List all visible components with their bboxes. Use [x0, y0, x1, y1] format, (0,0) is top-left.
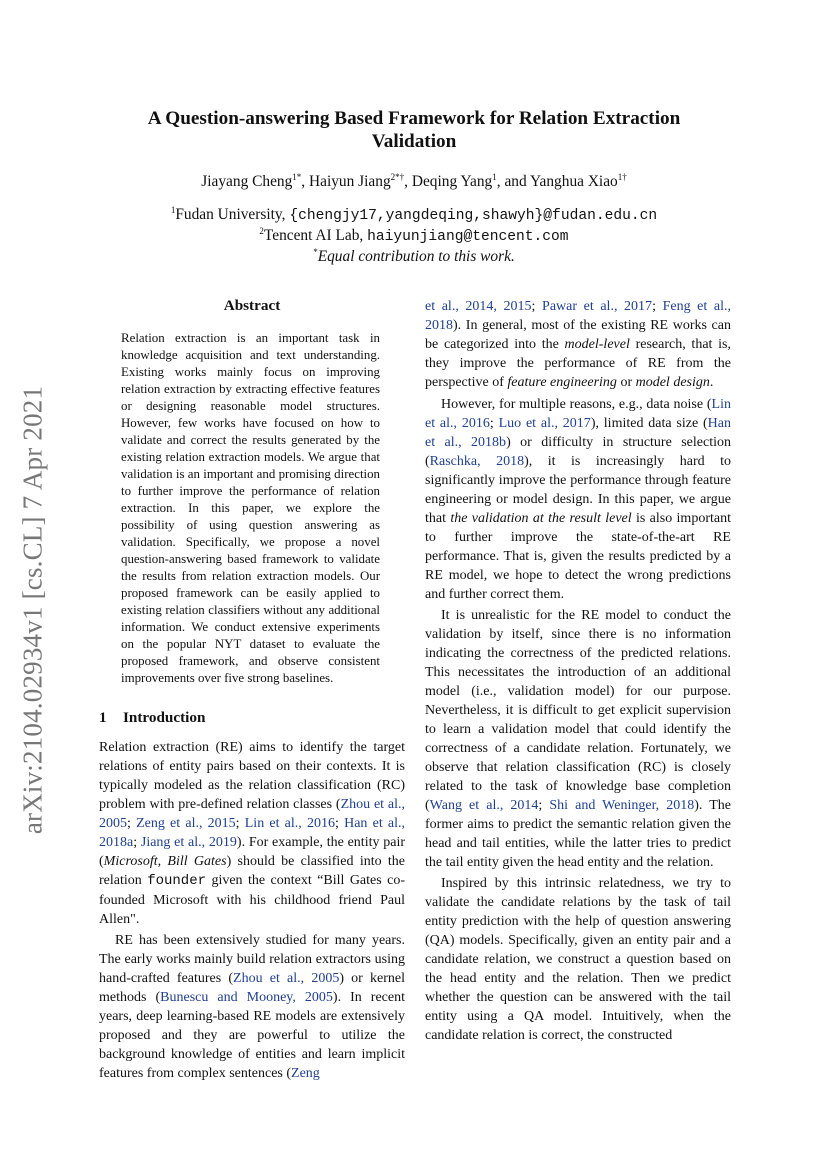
author-name: Yanghua Xiao: [529, 173, 618, 190]
arxiv-id-label: arXiv:2104.02934v1 [cs.CL] 7 Apr 2021: [17, 385, 48, 835]
arxiv-sidebar: [8, 375, 58, 845]
text-run: ). In general, most of the existing RE works can be categorized into the: [425, 318, 731, 352]
citation-link[interactable]: Zhou et al., 2005: [233, 971, 340, 986]
text-run: ;: [133, 835, 141, 850]
text-run: research, that is, they improve the performance of RE from the perspective of: [425, 337, 731, 390]
emphasis: model design: [635, 375, 710, 390]
citation-link[interactable]: Han et al., 2018a: [99, 816, 406, 850]
citation-link[interactable]: Jiang et al., 2019: [140, 835, 237, 850]
section-title: Introduction: [123, 709, 206, 726]
affiliation-email[interactable]: haiyunjiang@tencent.com: [367, 229, 569, 246]
text-run: ;: [489, 416, 499, 431]
intro-paragraph-3: [425, 395, 731, 604]
citation-link[interactable]: et al., 2014, 2015: [425, 299, 532, 314]
author-separator: ,: [404, 173, 412, 190]
text-run: or: [616, 375, 636, 390]
author-separator: ,: [301, 173, 309, 190]
left-column-body: [99, 738, 405, 1083]
text-run: ), it is increasingly hard to significantly improve the performance through feature engineering or model design. In this paper, we argue that: [425, 454, 731, 526]
emphasis: the validation at the result level: [450, 511, 632, 526]
citation-link[interactable]: Shi and Weninger, 2018: [549, 798, 695, 813]
text-run: .: [709, 375, 714, 390]
right-column-body: [425, 297, 731, 1045]
note-mark: *: [313, 247, 318, 258]
affiliation-mark: 1: [170, 204, 176, 215]
text-run: ). In recent years, deep learning-based RE models are extensively proposed and they are powerful to utilize the background knowledge of entities and learn implicit features from complex sentences (: [99, 990, 405, 1081]
text-run: ), limited data size (: [590, 416, 708, 431]
intro-paragraph-1: [99, 738, 405, 929]
intro-paragraph-5: [425, 874, 731, 1045]
text-run: ). For example, the entity pair (: [99, 835, 405, 869]
text-run: ;: [127, 816, 137, 831]
affiliation-2: [70, 226, 758, 247]
citation-link[interactable]: Zhou et al., 2005: [99, 797, 405, 831]
text-run: ;: [538, 798, 550, 813]
author-list: [70, 172, 758, 191]
text-run: ). The former aims to predict the semantic relation given the head and tail entities, while the latter tries to predict the tail entity given the head entity and the relation.: [425, 798, 731, 870]
citation-link[interactable]: Zeng et al., 2015: [136, 816, 236, 831]
text-run: ) or difficulty in structure selection (: [425, 435, 731, 469]
author-name: Haiyun Jiang: [309, 173, 391, 190]
author-mark: 1†: [617, 171, 627, 182]
text-run: given the context “Bill Gates co-founded Microsoft with his childhood friend Paul Allen".: [99, 873, 406, 927]
title-line-1: A Question-answering Based Framework for Relation Extraction: [147, 108, 681, 129]
affiliation-name: Fudan University,: [175, 206, 290, 223]
affiliations: [70, 205, 758, 267]
emphasis: model-level: [564, 337, 630, 352]
text-run: Inspired by this intrinsic relatedness, we try to validate the candidate relations by the task of tail entity prediction with the help of question answering (QA) models. Specifically, given an entity pair and a candidate relation, we construct a question based on the head entity and the relation. Then we predict whether the question can be answered with the tail entity using a QA model. Intuitively, when the candidate relation is correct, the constructed: [425, 876, 731, 1043]
intro-paragraph-4: [425, 606, 731, 872]
text-run: Relation extraction (RE) aims to identify the target relations of entity pairs based on their contexts. It is typically modeled as the relation classification (RC) problem with pre-defined relation classes (: [99, 740, 405, 812]
text-run: ;: [531, 299, 543, 314]
author-mark: 1*: [292, 171, 302, 182]
emphasis: feature engineering: [507, 375, 617, 390]
author-name: Deqing Yang: [411, 173, 493, 190]
equal-contribution-note: [70, 247, 758, 266]
text-run: It is unrealistic for the RE model to conduct the validation by itself, since there is no information indicating the correctness of the predicted relations. This necessitates the introduction of an additional model (i.e., validation model) for our purpose. Nevertheless, it is difficult to get explicit supervision to learn a validation model that could identify the correctness of a candidate relation. Fortunately, we observe that relation classification (RC) is closely related to the task of knowledge base completion (: [425, 608, 731, 813]
text-run: ;: [335, 816, 345, 831]
text-run: ;: [652, 299, 663, 314]
title-line-2: Validation: [371, 131, 457, 152]
citation-link[interactable]: Pawar et al., 2017: [542, 299, 653, 314]
note-text: Equal contribution to this work.: [317, 248, 515, 266]
intro-paragraph-2: [99, 931, 405, 1083]
citation-link[interactable]: Feng et al., 2018: [425, 299, 731, 333]
citation-link[interactable]: Lin et al., 2016: [425, 397, 731, 431]
text-run: is also important to further improve the state-of-the-art RE performance. That is, given the results predicted by a RE model, we hope to detect the wrong predictions and further correct them.: [425, 511, 731, 602]
text-run: RE has been extensively studied for many years. The early works mainly build relation extractors using hand-crafted features (: [99, 933, 405, 986]
citation-link[interactable]: Han et al., 2018b: [425, 416, 731, 450]
abstract-text: Relation extraction is an important task in knowledge acquisition and text understanding. Existing works mainly focus on improving relation extraction by extracting effective features or designing reasonable model structures. However, few works have focused on how to validate and correct the results generated by the existing relation extraction models. We argue that validation is an important and promising direction to further improve the performance of relation extraction. In this paper, we explore the possibility of using question answering as validation. Specifically, we propose a novel question-answering based framework to validate the results from relation extraction models. Our proposed framework can be easily applied to existing relation classifiers without any additional information. We conduct extensive experiments on the popular NYT dataset to evaluate the proposed framework, and observe consistent improvements over five strong baselines.: [121, 331, 380, 685]
intro-paragraph-continued: [425, 297, 731, 392]
section-number: 1: [99, 709, 107, 726]
author-name: Jiayang Cheng: [201, 173, 293, 190]
paper-title: [70, 107, 758, 153]
affiliation-mark: 2: [259, 226, 264, 237]
affiliation-1: [70, 205, 758, 226]
text-run: However, for multiple reasons, e.g., data noise (: [441, 397, 712, 412]
section-heading-introduction: [99, 709, 205, 727]
text-run: ) should be classified into the relation: [99, 854, 405, 888]
citation-link[interactable]: Bunescu and Mooney, 2005: [160, 990, 333, 1005]
abstract-heading: Abstract: [223, 297, 281, 314]
author-separator: , and: [496, 173, 530, 190]
text-run: ;: [235, 816, 245, 831]
affiliation-email[interactable]: {chengjy17,yangdeqing,shawyh}@fudan.edu.cn: [289, 208, 658, 224]
affiliation-name: Tencent AI Lab,: [263, 227, 368, 245]
citation-link[interactable]: Luo et al., 2017: [498, 416, 591, 431]
citation-link[interactable]: Wang et al., 2014: [429, 798, 539, 813]
citation-link[interactable]: Raschka, 2018: [429, 454, 525, 469]
relation-code: founder: [147, 873, 207, 889]
citation-link[interactable]: Zeng: [291, 1066, 320, 1081]
author-mark: 2*†: [390, 171, 405, 182]
text-run: ) or kernel methods (: [99, 971, 405, 1005]
entity-pair: Microsoft, Bill Gates: [103, 854, 227, 869]
author-mark: 1: [492, 171, 497, 182]
citation-link[interactable]: Lin et al., 2016: [244, 816, 335, 831]
